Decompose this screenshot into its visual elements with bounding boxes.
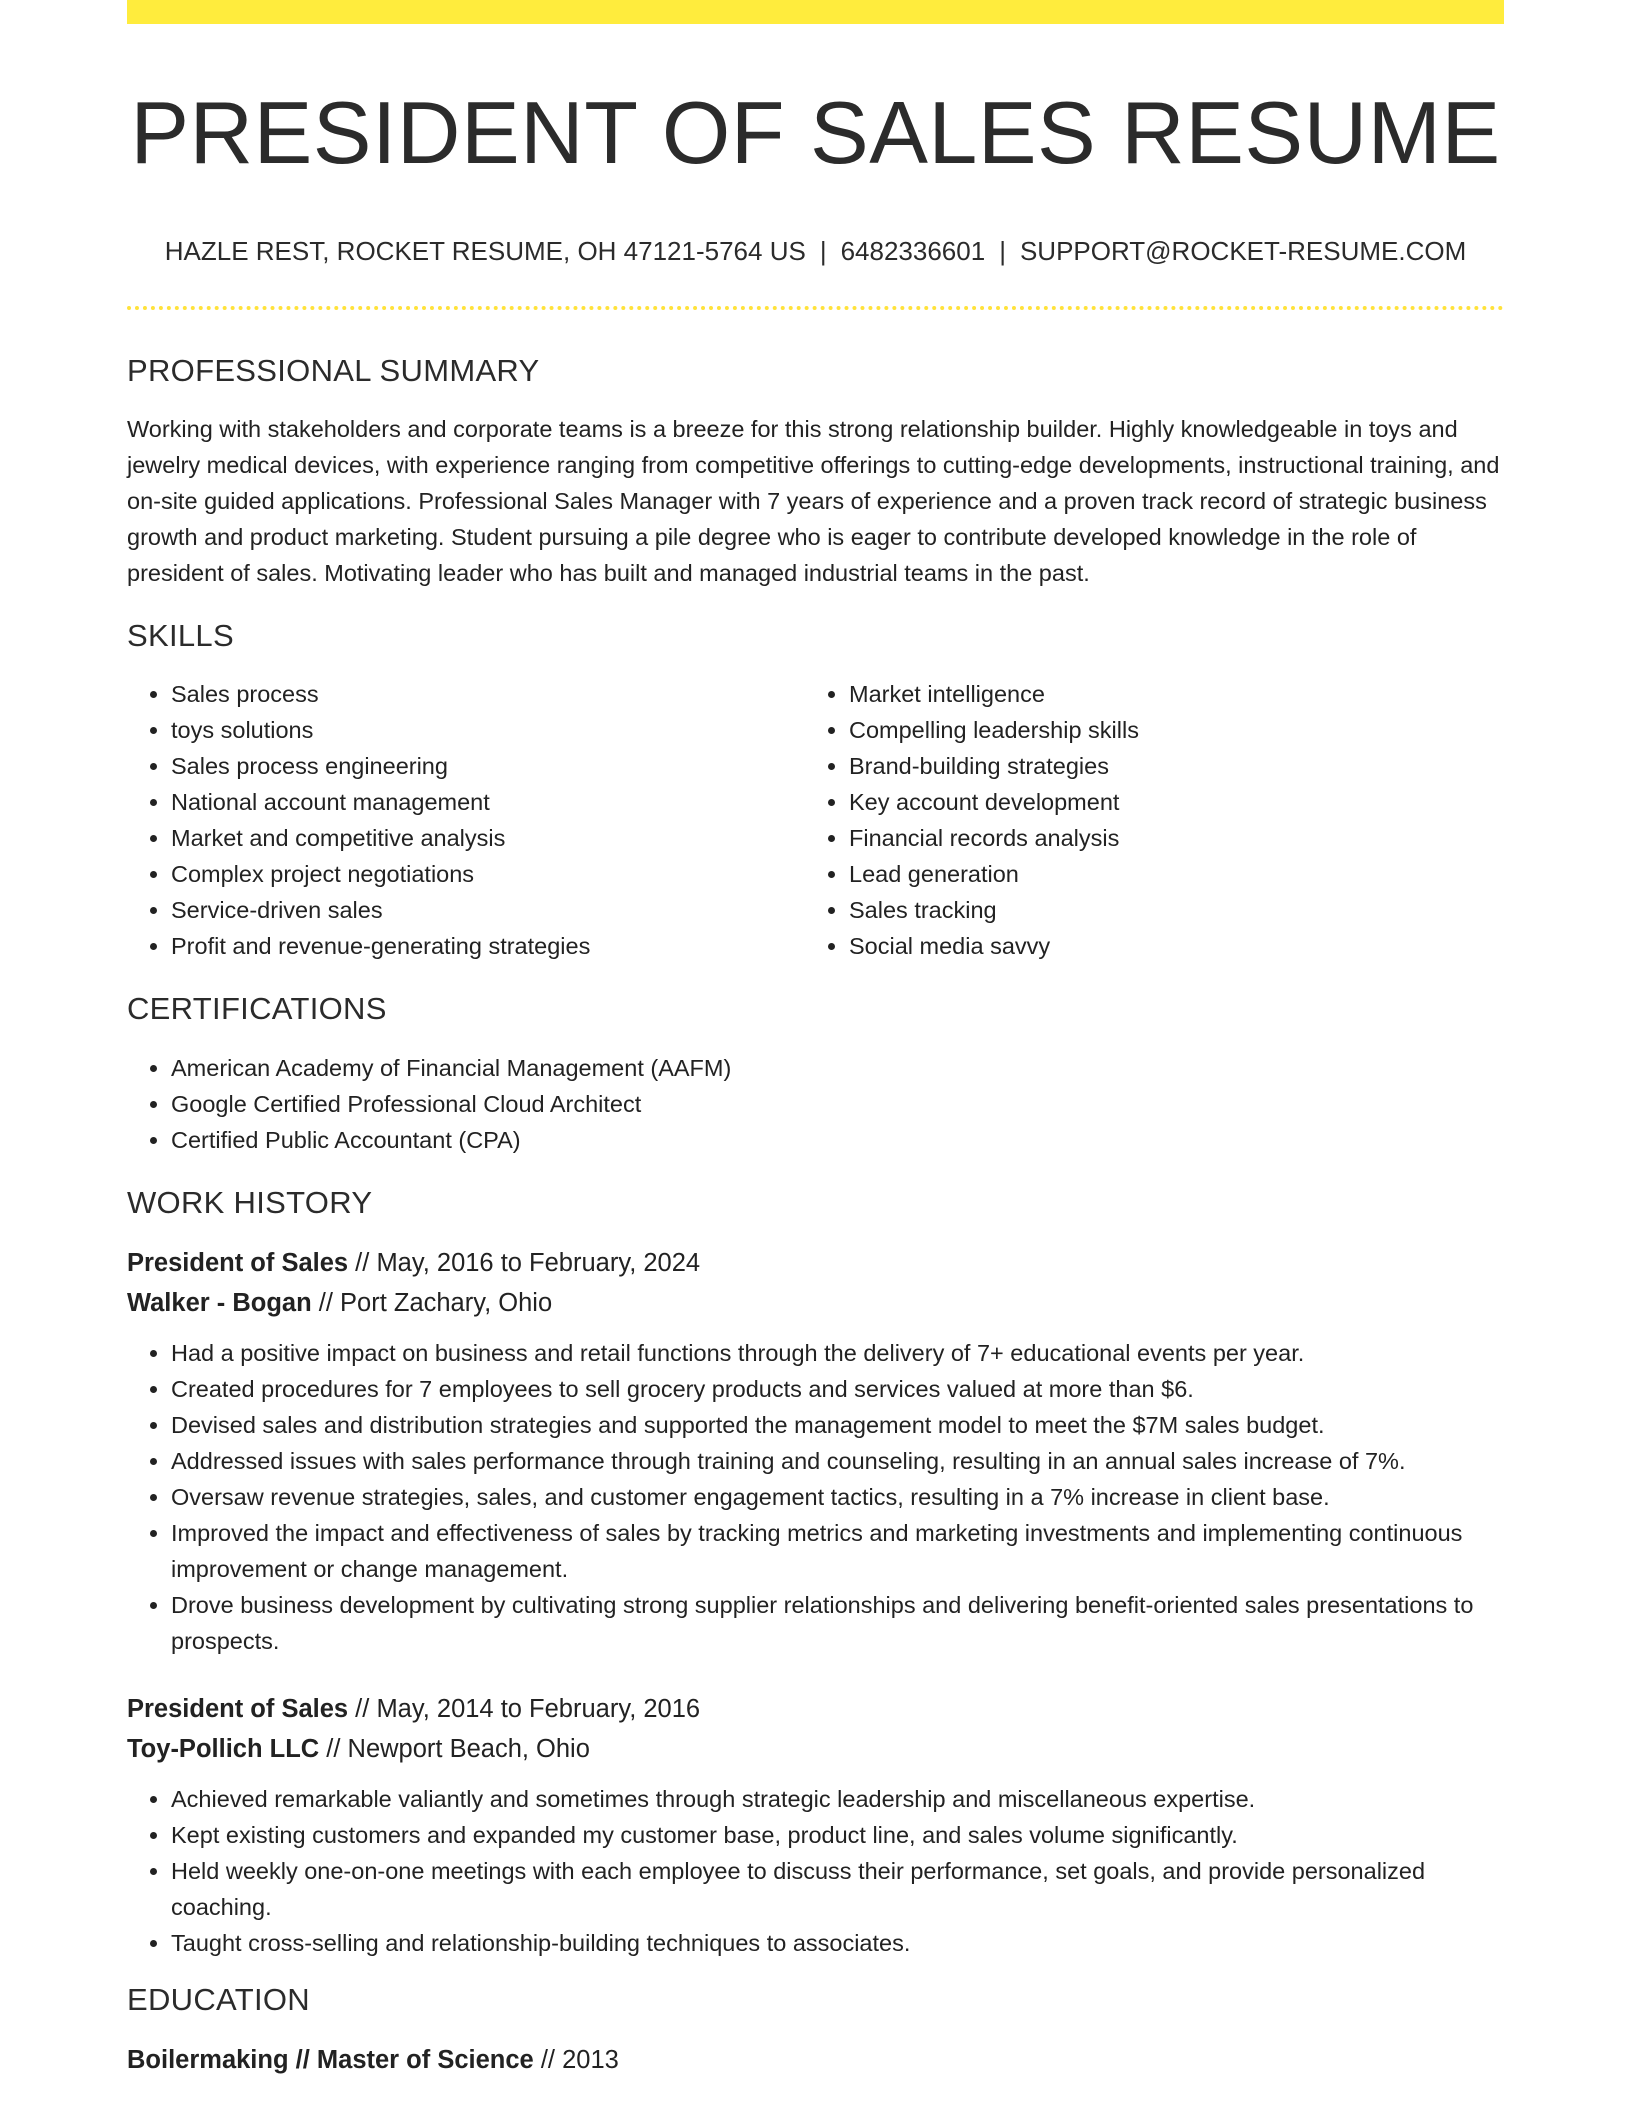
- skill-item: • Sales process: [171, 676, 805, 712]
- job-bullet: • Created procedures for 7 employees to sell grocery products and services valued at more than $6.: [171, 1371, 1504, 1407]
- field-separator: //: [348, 1694, 377, 1723]
- skill-item: • Complex project negotiations: [171, 856, 805, 892]
- accent-bar: [127, 0, 1504, 24]
- job-bullet: • Kept existing customers and expanded my customer base, product line, and sales volume significantly.: [171, 1817, 1504, 1853]
- job-company: Walker - Bogan: [127, 1288, 312, 1317]
- job-dates: May, 2014 to February, 2016: [376, 1694, 701, 1723]
- job-bullet: • Taught cross-selling and relationship-building techniques to associates.: [171, 1925, 1504, 1961]
- job-title: President of Sales: [127, 1248, 349, 1277]
- certifications-list: [127, 1050, 1504, 1158]
- job-company-line: [127, 1729, 1504, 1769]
- field-separator: //: [319, 1734, 348, 1763]
- header-divider: [127, 306, 1504, 310]
- resume-content: [127, 352, 1504, 2080]
- job-bullet: • Held weekly one-on-one meetings with each employee to discuss their performance, set goals, and provide personalized coaching.: [171, 1853, 1504, 1925]
- education-year: 2013: [562, 2045, 619, 2074]
- skills-right-list: [805, 676, 1483, 964]
- education-entry: [127, 2040, 1504, 2080]
- job-dates: May, 2016 to February, 2024: [376, 1248, 701, 1277]
- job-entry: [127, 1243, 1504, 1659]
- contact-separator: |: [819, 236, 827, 266]
- contact-line: [127, 236, 1504, 267]
- job-bullet: • Drove business development by cultivating strong supplier relationships and delivering benefit-oriented sales presentations to prospects.: [171, 1587, 1504, 1659]
- skill-item: • Brand-building strategies: [849, 748, 1483, 784]
- certification-item: • Google Certified Professional Cloud Architect: [171, 1086, 1504, 1122]
- summary-heading: PROFESSIONAL SUMMARY: [127, 353, 540, 388]
- contact-separator: |: [999, 236, 1006, 266]
- skill-item: • National account management: [171, 784, 805, 820]
- field-separator: //: [311, 1288, 341, 1317]
- job-company-line: [127, 1283, 1504, 1323]
- skill-item: • Financial records analysis: [849, 820, 1483, 856]
- contact-phone: 6482336601: [840, 236, 986, 266]
- skill-item: • Market and competitive analysis: [171, 820, 805, 856]
- skill-item: • Compelling leadership skills: [849, 712, 1483, 748]
- contact-address: HAZLE REST, ROCKET RESUME, OH 47121-5764 US: [164, 236, 806, 266]
- skill-item: • Market intelligence: [849, 676, 1483, 712]
- job-company: Toy-Pollich LLC: [127, 1734, 320, 1763]
- skills-left-list: [127, 676, 805, 964]
- skill-item: • Lead generation: [849, 856, 1483, 892]
- skill-item: • toys solutions: [171, 712, 805, 748]
- job-bullet: • Had a positive impact on business and retail functions through the delivery of 7+ educational events per year.: [171, 1335, 1504, 1371]
- job-bullet: • Addressed issues with sales performance through training and counseling, resulting in an annual sales increase of 7%.: [171, 1443, 1504, 1479]
- work-history-heading: WORK HISTORY: [127, 1184, 373, 1220]
- skill-item: • Social media savvy: [849, 928, 1483, 964]
- education-degree: Master of Science: [316, 2045, 534, 2074]
- skill-item: • Sales process engineering: [171, 748, 805, 784]
- skills-heading: SKILLS: [127, 618, 234, 654]
- resume-title: PRESIDENT OF SALES RESUME: [130, 83, 1501, 182]
- job-bullet: • Achieved remarkable valiantly and sometimes through strategic leadership and miscellaneous expertise.: [171, 1781, 1504, 1817]
- certification-item: • Certified Public Accountant (CPA): [171, 1122, 1504, 1158]
- job-location: Port Zachary, Ohio: [340, 1288, 553, 1317]
- field-separator: //: [288, 2045, 317, 2074]
- skill-item: • Sales tracking: [849, 892, 1483, 928]
- skill-item: • Service-driven sales: [171, 892, 805, 928]
- education-heading: EDUCATION: [127, 1981, 310, 2017]
- job-entry: [127, 1689, 1504, 1961]
- certifications-heading: CERTIFICATIONS: [127, 991, 387, 1027]
- job-title-line: [127, 1689, 1504, 1729]
- skill-item: • Key account development: [849, 784, 1483, 820]
- certification-item: • American Academy of Financial Management (AAFM): [171, 1050, 1504, 1086]
- contact-email: SUPPORT@ROCKET-RESUME.COM: [1019, 236, 1467, 266]
- job-location: Newport Beach, Ohio: [347, 1734, 590, 1763]
- skill-item: • Profit and revenue-generating strategies: [171, 928, 805, 964]
- field-separator: //: [348, 1248, 377, 1277]
- job-bullet: • Oversaw revenue strategies, sales, and customer engagement tactics, resulting in a 7% increase in client base.: [171, 1479, 1504, 1515]
- job-title-line: [127, 1243, 1504, 1283]
- job-title: President of Sales: [127, 1694, 349, 1723]
- education-field: Boilermaking: [127, 2045, 289, 2074]
- job-bullet: • Improved the impact and effectiveness of sales by tracking metrics and marketing investments and implementing continuous improvement or change management.: [171, 1515, 1504, 1587]
- job-bullet: • Devised sales and distribution strategies and supported the management model to meet the $7M sales budget.: [171, 1407, 1504, 1443]
- summary-text: Working with stakeholders and corporate teams is a breeze for this strong relationship builder. Highly knowledgeable in toys and jewelry medical devices, with experience ranging from competitive offerings to cutting-edge developments, instructional training, and on-site guided applications. Professional Sales Manager with 7 years of experience and a proven track record of strategic business growth and product marketing. Student pursuing a pile degree who is eager to contribute developed knowledge in the role of president of sales. Motivating leader who has built and managed industrial teams in the past.: [127, 416, 1500, 587]
- field-separator: //: [533, 2045, 563, 2074]
- skills-columns: [127, 676, 1504, 964]
- job-bullets: [127, 1781, 1504, 1961]
- job-bullets: [127, 1335, 1504, 1659]
